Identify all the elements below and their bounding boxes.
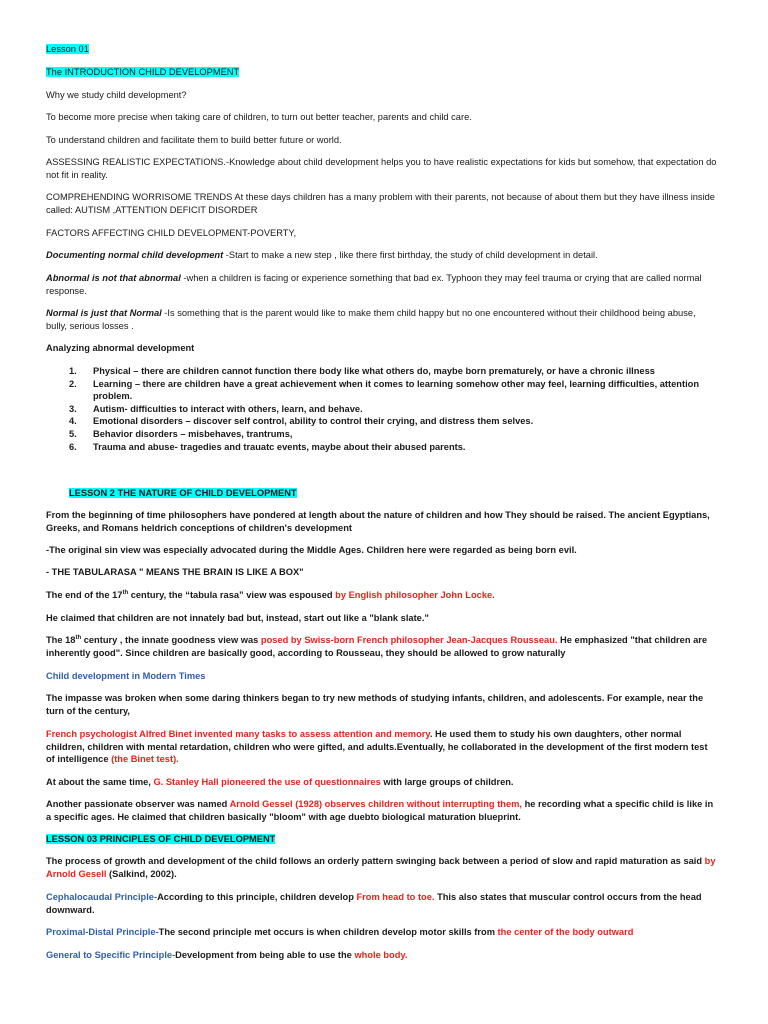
list-item: 1. Physical – there are children cannot function there body like what others do, maybe born prematurely, or have a chronic illness	[69, 366, 655, 376]
why-question: Why we study child development?	[46, 90, 187, 100]
abnormal-development-list	[46, 365, 718, 453]
gessel-paragraph: Another passionate observer was named Arnold Gessel (1928) observes children without interrupting them, he recording what a specific child is like in a specific ages. He claimed that children basically "bloom" with age duebto biological maturation blueprint.	[46, 799, 714, 822]
hall-paragraph: At about the same time, G. Stanley Hall pioneered the use of questionnaires with large groups of children.	[46, 777, 514, 787]
worrisome-heading: COMPREHENDING WORRISOME TRENDS	[46, 192, 233, 202]
list-item: 4. Emotional disorders – discover self control, ability to control their crying, and distress them selves.	[69, 416, 534, 427]
binet-paragraph: French psychologist Alfred Binet invented many tasks to assess attention and memory. He used them to study his own daughters, other normal children, children with mental retardation, children who were gifted, and adults.Eventually, he collaborated in the development of the first modern test of intelligence (the Binet test).	[46, 729, 708, 765]
abnormal-heading: Abnormal is not that abnormal	[46, 273, 181, 283]
cephalocaudal-paragraph: Cephalocaudal Principle-According to this principle, children develop From head to toe. This also states that muscular control occurs from the head downward.	[46, 892, 702, 915]
understand-paragraph: To understand children and facilitate them to build better future or world.	[46, 135, 342, 145]
assessing-paragraph: ASSESSING REALISTIC EXPECTATIONS.-Knowledge about child development helps you to have realistic expectations for kids but somehow, that expectation do not fit in reality.	[46, 157, 717, 180]
normal-heading: Normal is just that Normal	[46, 308, 162, 318]
lesson-2-title: LESSON 2 THE NATURE OF CHILD DEVELOPMENT	[69, 488, 297, 498]
blank-slate-paragraph: He claimed that children are not innately bad but, instead, start out like a "blank slate."	[46, 613, 429, 623]
abnormal-paragraph: Abnormal is not that abnormal -when a children is facing or experience something that bad ex. Typhoon they may feel trauma or crying that are called normal response.	[46, 273, 702, 296]
list-item: 2. Learning – there are children have a great achievement when it comes to learning somehow other may feel, learning difficulties, attention problem.	[69, 378, 700, 402]
locke-paragraph: The end of the 17th century, the “tabula rasa” view was espoused by English philosopher John Locke.	[46, 589, 495, 600]
nature-intro-paragraph: From the beginning of time philosophers have pondered at length about the nature of children and how They should be raised. The ancient Egyptians, Greeks, and Romans heldrich conceptions of children's development	[46, 510, 710, 533]
documenting-heading: Documenting normal child development	[46, 250, 224, 260]
assessing-heading: ASSESSING REALISTIC EXPECTATIONS.-	[46, 157, 230, 167]
cephalocaudal-heading: Cephalocaudal Principle-	[46, 892, 158, 902]
list-item: 5. Behavior disorders – misbehaves, trantrums,	[69, 428, 293, 439]
principles-intro-paragraph: The process of growth and development of the child follows an orderly pattern swinging back between a period of slow and rapid maturation as said by Arnold Gesell (Salkind, 2002).	[46, 856, 716, 879]
lesson-1-title: The INTRODUCTION CHILD DEVELOPMENT	[46, 67, 240, 77]
proximal-distal-heading: Proximal-Distal Principle-	[46, 927, 159, 937]
factors-heading: FACTORS AFFECTING CHILD DEVELOPMENT-	[46, 228, 251, 238]
lesson-label: Lesson 01	[46, 44, 89, 54]
impasse-paragraph: The impasse was broken when some daring thinkers began to try new methods of studying infants, children, and adolescents. For example, near the turn of the century,	[46, 693, 704, 716]
normal-paragraph: Normal is just that Normal -Is something that is the parent would like to make them child happy but no one encountered without their childhood being abuse, bully, serious losses .	[46, 308, 696, 331]
lesson-3-title: LESSON 03 PRINCIPLES OF CHILD DEVELOPMENT	[46, 834, 276, 844]
analyzing-heading: Analyzing abnormal development	[46, 343, 195, 353]
general-specific-paragraph: General to Specific Principle-Development from being able to use the whole body.	[46, 950, 408, 960]
factors-paragraph: FACTORS AFFECTING CHILD DEVELOPMENT-POVERTY,	[46, 228, 297, 238]
general-specific-heading: General to Specific Principle-	[46, 950, 176, 960]
modern-times-heading: Child development in Modern Times	[46, 671, 206, 681]
original-sin-paragraph: -The original sin view was especially advocated during the Middle Ages. Children here were regarded as being born evil.	[46, 545, 577, 555]
tabula-rasa-heading: - THE TABULARASA " MEANS THE BRAIN IS LIKE A BOX"	[46, 567, 304, 577]
rousseau-paragraph: The 18th century , the innate goodness view was posed by Swiss-born French philosopher Jean-Jacques Rousseau. He emphasized "that children are inherently good". Since children are basically good, according to Rousseau, they should be allowed to grow naturally	[46, 634, 708, 658]
documenting-paragraph: Documenting normal child development -Start to make a new step , like there first birthday, the study of child development in detail.	[46, 250, 598, 260]
worrisome-paragraph: COMPREHENDING WORRISOME TRENDS At these days children has a many problem with their parents, not because of about them but they have illness inside called: AUTISM ,ATTENTION DEFICIT DISORDER	[46, 192, 715, 215]
proximal-distal-paragraph: Proximal-Distal Principle-The second principle met occurs is when children develop motor skills from the center of the body outward	[46, 927, 634, 937]
list-item: 6. Trauma and abuse- tragedies and trauatc events, maybe about their abused parents.	[69, 441, 466, 452]
precise-paragraph: To become more precise when taking care of children, to turn out better teacher, parents and child care.	[46, 112, 472, 122]
list-item: 3. Autism- difficulties to interact with others, learn, and behave.	[69, 403, 363, 414]
